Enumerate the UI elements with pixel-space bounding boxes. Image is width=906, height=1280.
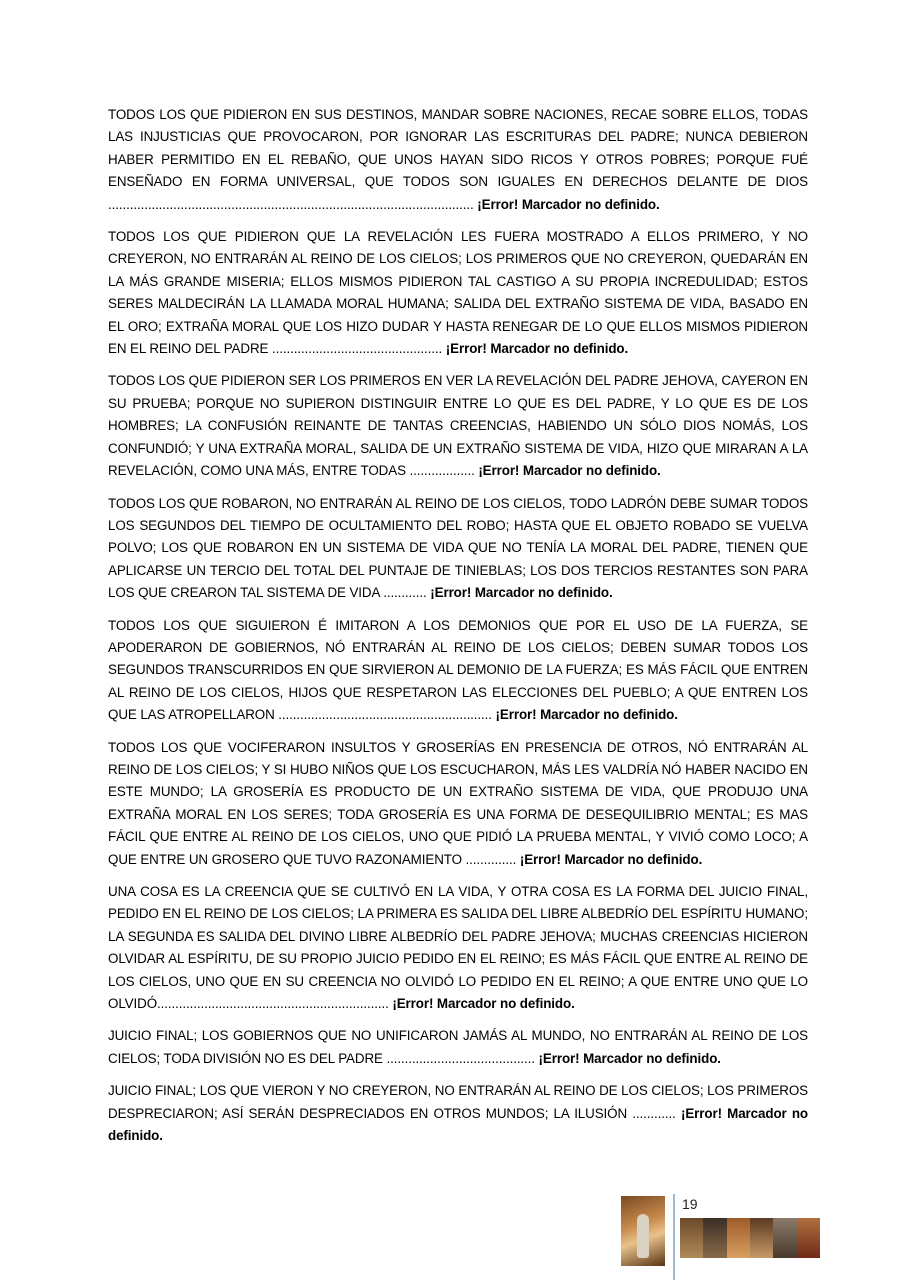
- footer-divider: [673, 1194, 675, 1280]
- strip-image: [797, 1218, 820, 1258]
- dot-leader: ..................: [405, 463, 479, 479]
- dot-leader: ..............: [461, 851, 520, 867]
- bookmark-error: ¡Error! Marcador no definido.: [430, 585, 613, 601]
- paragraph-7: [108, 881, 808, 1015]
- paragraph-text: TODOS LOS QUE ROBARON, NO ENTRARÁN AL REINO DE LOS CIELOS, TODO LADRÓN DEBE SUMAR TODOS LOS SEGUNDOS DEL TIEMPO DE OCULTAMIENTO DEL ROBO; HASTA QUE EL OBJETO ROBADO SE VUELVA POLVO; LOS QUE ROBARON EN UN SISTEMA DE VIDA QUE NO TENÍA LA MORAL DEL PADRE, TIENEN QUE APLICARSE UN TERCIO DEL TOTAL DEL PUNTAJE DE TINIEBLAS; LOS DOS TERCIOS RESTANTES SON PARA LOS QUE CREARON TAL SISTEMA DE VIDA: [108, 495, 808, 601]
- paragraph-4: [108, 493, 808, 605]
- paragraph-6: [108, 737, 808, 871]
- bookmark-error: ¡Error! Marcador no definido.: [477, 196, 660, 212]
- paragraph-5: [108, 615, 808, 727]
- strip-image: [727, 1218, 750, 1258]
- page-footer: [0, 1190, 906, 1280]
- paragraph-9: [108, 1080, 808, 1147]
- paragraph-text: JUICIO FINAL; LOS QUE VIERON Y NO CREYERON, NO ENTRARÁN AL REINO DE LOS CIELOS; LOS PRIMEROS DESPRECIARON; ASÍ SERÁN DESPRECIADOS EN OTROS MUNDOS; LA ILUSIÓN: [108, 1083, 808, 1121]
- bookmark-error: ¡Error! Marcador no definido.: [495, 707, 678, 723]
- strip-image: [680, 1218, 703, 1258]
- footer-image-strip: [680, 1218, 820, 1258]
- dot-leader: ................................................................: [157, 996, 393, 1012]
- bookmark-error: ¡Error! Marcador no definido.: [478, 463, 661, 479]
- figure-silhouette: [637, 1214, 649, 1258]
- paragraph-text: TODOS LOS QUE PIDIERON EN SUS DESTINOS, MANDAR SOBRE NACIONES, RECAE SOBRE ELLOS, TODAS LAS INJUSTICIAS QUE PROVOCARON, POR IGNORAR LAS ESCRITURAS DEL PADRE; NUNCA DEBIERON HABER PERMITIDO EN EL REBAÑO, QUE UNOS HAYAN SIDO RICOS Y OTROS POBRES; PORQUE FUÉ ENSEÑADO EN FORMA UNIVERSAL, QUE TODOS SON IGUALES EN DERECHOS DELANTE DE DIOS: [108, 107, 808, 190]
- document-body: [108, 104, 808, 1157]
- paragraph-text: TODOS LOS QUE PIDIERON QUE LA REVELACIÓN LES FUERA MOSTRADO A ELLOS PRIMERO, Y NO CREYERON, NO ENTRARÁN AL REINO DE LOS CIELOS; LOS PRIMEROS QUE NO CREYERON, QUEDARÁN EN LA MÁS GRANDE MISERIA; ELLOS MISMOS PIDIERON TAL CASTIGO A SU PROPIA INCREDULIDAD; ESTOS SERES MALDECIRÁN LA LLAMADA MORAL HUMANA; SALIDA DEL EXTRAÑO SISTEMA DE VIDA, BASADO EN EL ORO; EXTRAÑA MORAL QUE LOS HIZO DUDAR Y HASTA RENEGAR DE LO QUE ELLOS MISMOS PIDIERON EN EL REINO DEL PADRE: [108, 229, 808, 357]
- strip-image: [703, 1218, 726, 1258]
- dot-leader: .....................................................................................................: [108, 196, 478, 212]
- paragraph-text: TODOS LOS QUE PIDIERON SER LOS PRIMEROS EN VER LA REVELACIÓN DEL PADRE JEHOVA, CAYERON EN SU PRUEBA; PORQUE NO SUPIERON DISTINGUIR ENTRE LO QUE ES DEL PADRE, Y LO QUE ES DE LOS HOMBRES; LA CONFUSIÓN REINANTE DE TANTAS CREENCIAS, HABIENDO UN SÓLO DIOS NOMÁS, LOS CONFUNDIÓ; Y UNA EXTRAÑA MORAL, SALIDA DE UN EXTRAÑO SISTEMA DE VIDA, HIZO QUE MIRARAN A LA REVELACIÓN, COMO UNA MÁS, ENTRE TODAS: [108, 373, 808, 479]
- bookmark-error: ¡Error! Marcador no definido.: [519, 851, 703, 867]
- paragraph-text: UNA COSA ES LA CREENCIA QUE SE CULTIVÓ EN LA VIDA, Y OTRA COSA ES LA FORMA DEL JUICIO FINAL, PEDIDO EN EL REINO DE LOS CIELOS; LA PRIMERA ES SALIDA DEL LIBRE ALBEDRÍO DEL ESPÍRITU HUMANO; LA SEGUNDA ES SALIDA DEL DIVINO LIBRE ALBEDRÍO DEL PADRE JEHOVA; MUCHAS CREENCIAS HICIERON OLVIDAR AL ESPÍRITU, DE SU PROPIO JUICIO PEDIDO EN EL REINO; ES MÁS FÁCIL QUE ENTRE AL REINO DE LOS CIELOS, UNO QUE EN SU CREENCIA NO OLVIDÓ LO PEDIDO EN EL REINO; A QUE ENTRE UNO QUE LO OLVIDÓ: [108, 884, 808, 1012]
- paragraph-text: JUICIO FINAL; LOS GOBIERNOS QUE NO UNIFICARON JAMÁS AL MUNDO, NO ENTRARÁN AL REINO DE LOS CIELOS; TODA DIVISIÓN NO ES DEL PADRE: [108, 1028, 808, 1066]
- figure-thumbnail-image: [621, 1196, 665, 1266]
- dot-leader: .........................................: [382, 1050, 539, 1066]
- paragraph-text: TODOS LOS QUE VOCIFERARON INSULTOS Y GROSERÍAS EN PRESENCIA DE OTROS, NÓ ENTRARÁN AL REINO DE LOS CIELOS; Y SI HUBO NIÑOS QUE LOS ESCUCHARON, MÁS LES VALDRÍA NÓ HABER NACIDO EN ESTE MUNDO; LA GROSERÍA ES PRODUCTO DE UN EXTRAÑO SISTEMA DE VIDA, QUE PRODUJO UNA EXTRAÑA MORAL EN LOS SERES; TODA GROSERÍA ES UNA FORMA DE DESEQUILIBRIO MENTAL; ES MAS FÁCIL QUE ENTRE AL REINO DE LOS CIELOS, UNO QUE PIDIÓ LA PRUEBA MENTAL, Y VIVIÓ COMO LOCO; A QUE ENTRE UN GROSERO QUE TUVO RAZONAMIENTO: [108, 739, 808, 867]
- dot-leader: ...............................................: [268, 341, 446, 357]
- paragraph-3: [108, 370, 808, 482]
- paragraph-2: [108, 226, 808, 360]
- bookmark-error: ¡Error! Marcador no definido.: [392, 996, 575, 1012]
- bookmark-error: ¡Error! Marcador no definido.: [538, 1050, 721, 1066]
- bookmark-error: ¡Error! Marcador no definido.: [445, 341, 629, 357]
- paragraph-1: [108, 104, 808, 216]
- dot-leader: ............: [379, 585, 431, 601]
- paragraph-8: [108, 1025, 808, 1070]
- strip-image: [773, 1218, 796, 1258]
- strip-image: [750, 1218, 773, 1258]
- page-number: 19: [682, 1196, 698, 1212]
- dot-leader: ...........................................................: [274, 707, 496, 723]
- paragraph-text: TODOS LOS QUE SIGUIERON É IMITARON A LOS DEMONIOS QUE POR EL USO DE LA FUERZA, SE APODERARON DE GOBIERNOS, NÓ ENTRARÁN AL REINO DE LOS CIELOS; DEBEN SUMAR TODOS LOS SEGUNDOS TRANSCURRIDOS EN QUE SIRVIERON AL DEMONIO DE LA FUERZA; ES MÁS FÁCIL QUE ENTREN AL REINO DE LOS CIELOS, HIJOS QUE RESPETARON LAS ELECCIONES DEL PUEBLO; A QUE ENTREN LOS QUE LAS ATROPELLARON: [108, 617, 808, 723]
- dot-leader: ............: [627, 1105, 681, 1121]
- bookmark-error: ¡Error! Marcador no definido.: [108, 1105, 809, 1144]
